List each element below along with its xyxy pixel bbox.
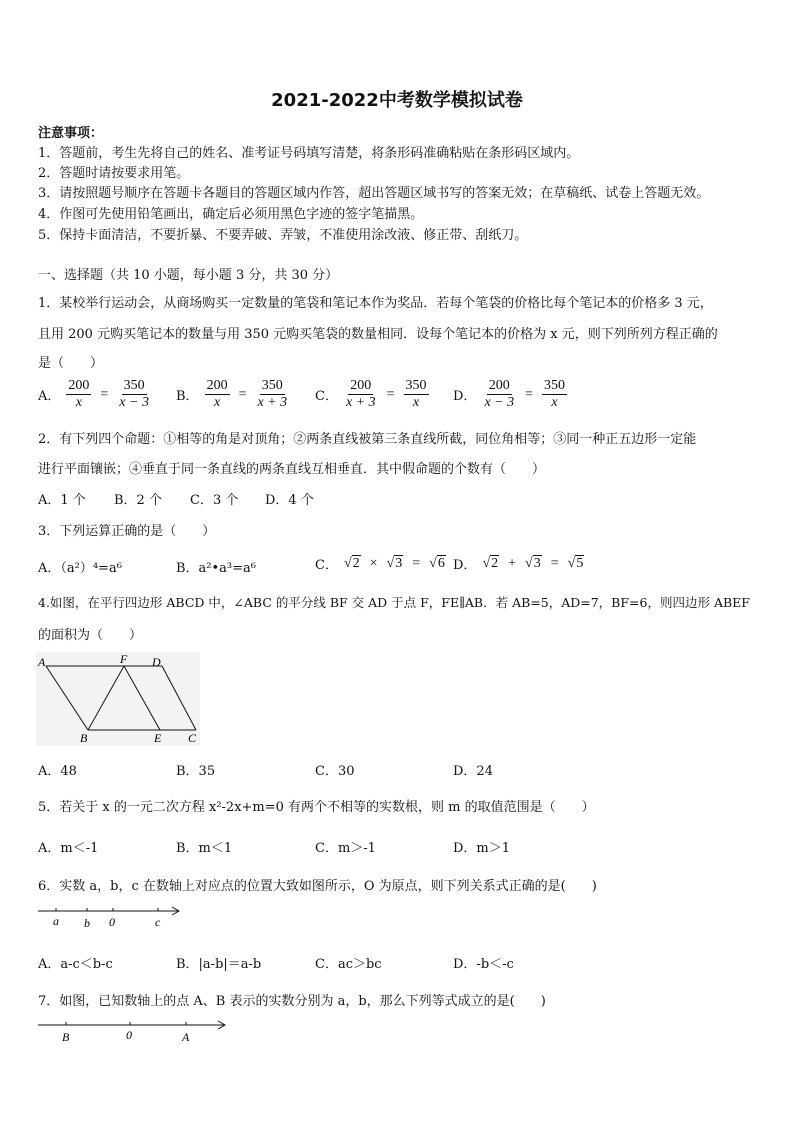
numerator: 200 bbox=[68, 378, 90, 393]
point-label: F bbox=[120, 652, 128, 666]
question-text: 3．下列运算正确的是（ ） bbox=[38, 524, 216, 539]
notice-heading: 注意事项： bbox=[38, 126, 104, 141]
notice-item: 5．保持卡面清洁，不要折暴、不要弄破、弄皱，不准使用涂改液、修正带、刮纸刀。 bbox=[38, 228, 528, 243]
option-c[interactable]: C．ac＞bc bbox=[315, 957, 382, 972]
radicand: 2 bbox=[352, 555, 360, 571]
section-heading: 一、选择题（共 10 小题，每小题 3 分，共 30 分） bbox=[38, 268, 339, 283]
radical: √3 bbox=[525, 555, 541, 571]
option-b[interactable]: B．m＜1 bbox=[176, 841, 233, 856]
radicand: 3 bbox=[395, 555, 403, 571]
numerator: 200 bbox=[488, 378, 510, 393]
tick-label: a bbox=[53, 914, 59, 928]
denominator: x bbox=[551, 395, 558, 410]
point-label: B bbox=[80, 731, 88, 745]
tick-label: 0 bbox=[126, 1028, 132, 1042]
option-d[interactable]: D．m＞1 bbox=[453, 841, 511, 856]
tick-label: B bbox=[62, 1030, 70, 1044]
denominator: x + 3 bbox=[257, 395, 288, 410]
radicand: 6 bbox=[437, 555, 445, 571]
option-a[interactable]: A．m＜-1 bbox=[38, 841, 99, 856]
option-label: A． bbox=[38, 389, 61, 404]
tick-label: A bbox=[182, 1030, 190, 1044]
denominator: x − 3 bbox=[119, 395, 149, 410]
option-a[interactable]: A．48 bbox=[38, 764, 77, 779]
fraction bbox=[66, 378, 91, 411]
question-text: 6．实数 a，b，c 在数轴上对应点的位置大致如图所示，O 为原点，则下列关系式正确的是( ) bbox=[38, 879, 597, 894]
denominator: x bbox=[213, 395, 221, 410]
question-text: 且用 200 元购买笔记本的数量与用 350 元购买笔袋的数量相同．设每个笔记本的价格为 x 元，则下列所列方程正确的 bbox=[38, 327, 718, 342]
numerator: 350 bbox=[544, 378, 566, 393]
denominator: x bbox=[75, 395, 82, 410]
question-text: 5．若关于 x 的一元二次方程 x²-2x+m=0 有两个不相等的实数根，则 m 的取值范围是（ ） bbox=[38, 800, 595, 815]
radicand: 2 bbox=[491, 555, 499, 571]
fraction bbox=[482, 378, 516, 411]
parallelogram-figure bbox=[36, 652, 200, 746]
number-line-figure bbox=[36, 1017, 232, 1047]
numerator: 350 bbox=[405, 378, 427, 393]
exam-title: 2021-2022中考数学模拟试卷 bbox=[271, 90, 523, 111]
tick-label: 0 bbox=[109, 915, 115, 929]
option-label: C． bbox=[315, 558, 338, 573]
radicand: 5 bbox=[576, 555, 584, 571]
fraction bbox=[404, 378, 429, 411]
tick-label: b bbox=[84, 916, 90, 930]
question-text: 是（ ） bbox=[38, 356, 104, 371]
option-a[interactable]: A．（a²）⁴=a⁶ bbox=[38, 561, 122, 576]
notice-item: 2．答题时请按要求用笔。 bbox=[38, 166, 190, 181]
option-c[interactable]: C． $\frac{200}{x + 3}$ = $\frac{350}{x}$ bbox=[315, 378, 427, 410]
option-c[interactable]: C．m＞-1 bbox=[315, 841, 376, 856]
fraction bbox=[542, 378, 567, 411]
radicand: 3 bbox=[533, 555, 541, 571]
option-b[interactable]: B．2 个 bbox=[114, 493, 162, 508]
numerator: 350 bbox=[123, 378, 145, 393]
notice-item: 1．答题前，考生先将自己的姓名、准考证号码填写清楚，将条形码准确粘贴在条形码区域内。 bbox=[38, 146, 580, 161]
option-d[interactable]: D．-b＜-c bbox=[453, 957, 514, 972]
numerator: 200 bbox=[206, 378, 228, 393]
point-label: C bbox=[188, 731, 197, 745]
denominator: x bbox=[412, 395, 420, 410]
option-label: B． bbox=[176, 389, 199, 404]
option-label: D． bbox=[453, 558, 477, 573]
number-line-figure bbox=[36, 902, 186, 932]
denominator: x + 3 bbox=[345, 395, 376, 410]
option-a[interactable]: A．a-c＜b-c bbox=[38, 957, 113, 972]
radical: √5 bbox=[567, 555, 584, 571]
question-text: 7．如图，已知数轴上的点 A、B 表示的实数分别为 a，b，那么下列等式成立的是( ) bbox=[38, 994, 546, 1009]
option-b[interactable]: B．|a-b|＝a-b bbox=[176, 957, 262, 972]
fraction bbox=[344, 378, 378, 411]
question-text: 2．有下列四个命题：①相等的角是对顶角；②两条直线被第三条直线所截，同位角相等；③同一种正五边形一定能 bbox=[38, 432, 697, 447]
numerator: 350 bbox=[261, 378, 283, 393]
radical: √6 bbox=[429, 555, 445, 571]
option-label: D． bbox=[453, 389, 477, 404]
denominator: x − 3 bbox=[484, 395, 515, 410]
fraction bbox=[117, 378, 151, 411]
point-label: A bbox=[38, 655, 46, 669]
option-a[interactable]: A．1 个 bbox=[38, 493, 86, 508]
option-d[interactable]: D．4 个 bbox=[265, 493, 314, 508]
radical: √2 bbox=[343, 555, 360, 571]
option-c[interactable]: C．30 bbox=[315, 764, 355, 779]
question-text: 4.如图，在平行四边形 ABCD 中，∠ABC 的平分线 BF 交 AD 于点 F，FE∥AB．若 AB=5，AD=7，BF=6，则四边形 ABEF bbox=[38, 595, 750, 610]
option-b[interactable]: B．a²•a³=a⁶ bbox=[176, 561, 256, 576]
radical: √3 bbox=[386, 555, 403, 571]
radical: √2 bbox=[482, 555, 499, 571]
tick-label: c bbox=[155, 915, 161, 929]
point-label: D bbox=[152, 655, 161, 669]
notice-item: 4．作图可先使用铅笔画出，确定后必须用黑色字迹的签字笔描黑。 bbox=[38, 207, 424, 222]
fraction bbox=[255, 378, 289, 411]
numerator: 200 bbox=[350, 378, 372, 393]
notice-item: 3．请按照题号顺序在答题卡各题目的答题区域内作答，超出答题区域书写的答案无效；在草稿纸、试卷上答题无效。 bbox=[38, 186, 710, 201]
option-a[interactable]: A． $\frac{200}{x}$ = $\frac{350}{x - 3}$ bbox=[38, 378, 149, 410]
question-text: 进行平面镶嵌；④垂直于同一条直线的两条直线互相垂直．其中假命题的个数有（ ） bbox=[38, 462, 546, 477]
option-d[interactable]: D．24 bbox=[453, 764, 493, 779]
question-text: 1．某校举行运动会，从商场购买一定数量的笔袋和笔记本作为奖品．若每个笔袋的价格比每个笔记本的价格多 3 元， bbox=[38, 296, 713, 311]
option-c[interactable]: C． √2 × √3 = √6 bbox=[315, 555, 445, 573]
point-label: E bbox=[154, 731, 162, 745]
option-d[interactable]: D． $\frac{200}{x - 3}$ = $\frac{350}{x}$ bbox=[453, 378, 566, 410]
question-text: 的面积为（ ） bbox=[38, 628, 143, 643]
fraction bbox=[205, 378, 230, 411]
option-d[interactable]: D． √2 + √3 = √5 bbox=[453, 555, 584, 573]
option-b[interactable]: B． $\frac{200}{x}$ = $\frac{350}{x + 3}$ bbox=[176, 378, 288, 410]
option-label: C． bbox=[315, 389, 338, 404]
option-c[interactable]: C．3 个 bbox=[190, 493, 239, 508]
option-b[interactable]: B．35 bbox=[176, 764, 216, 779]
